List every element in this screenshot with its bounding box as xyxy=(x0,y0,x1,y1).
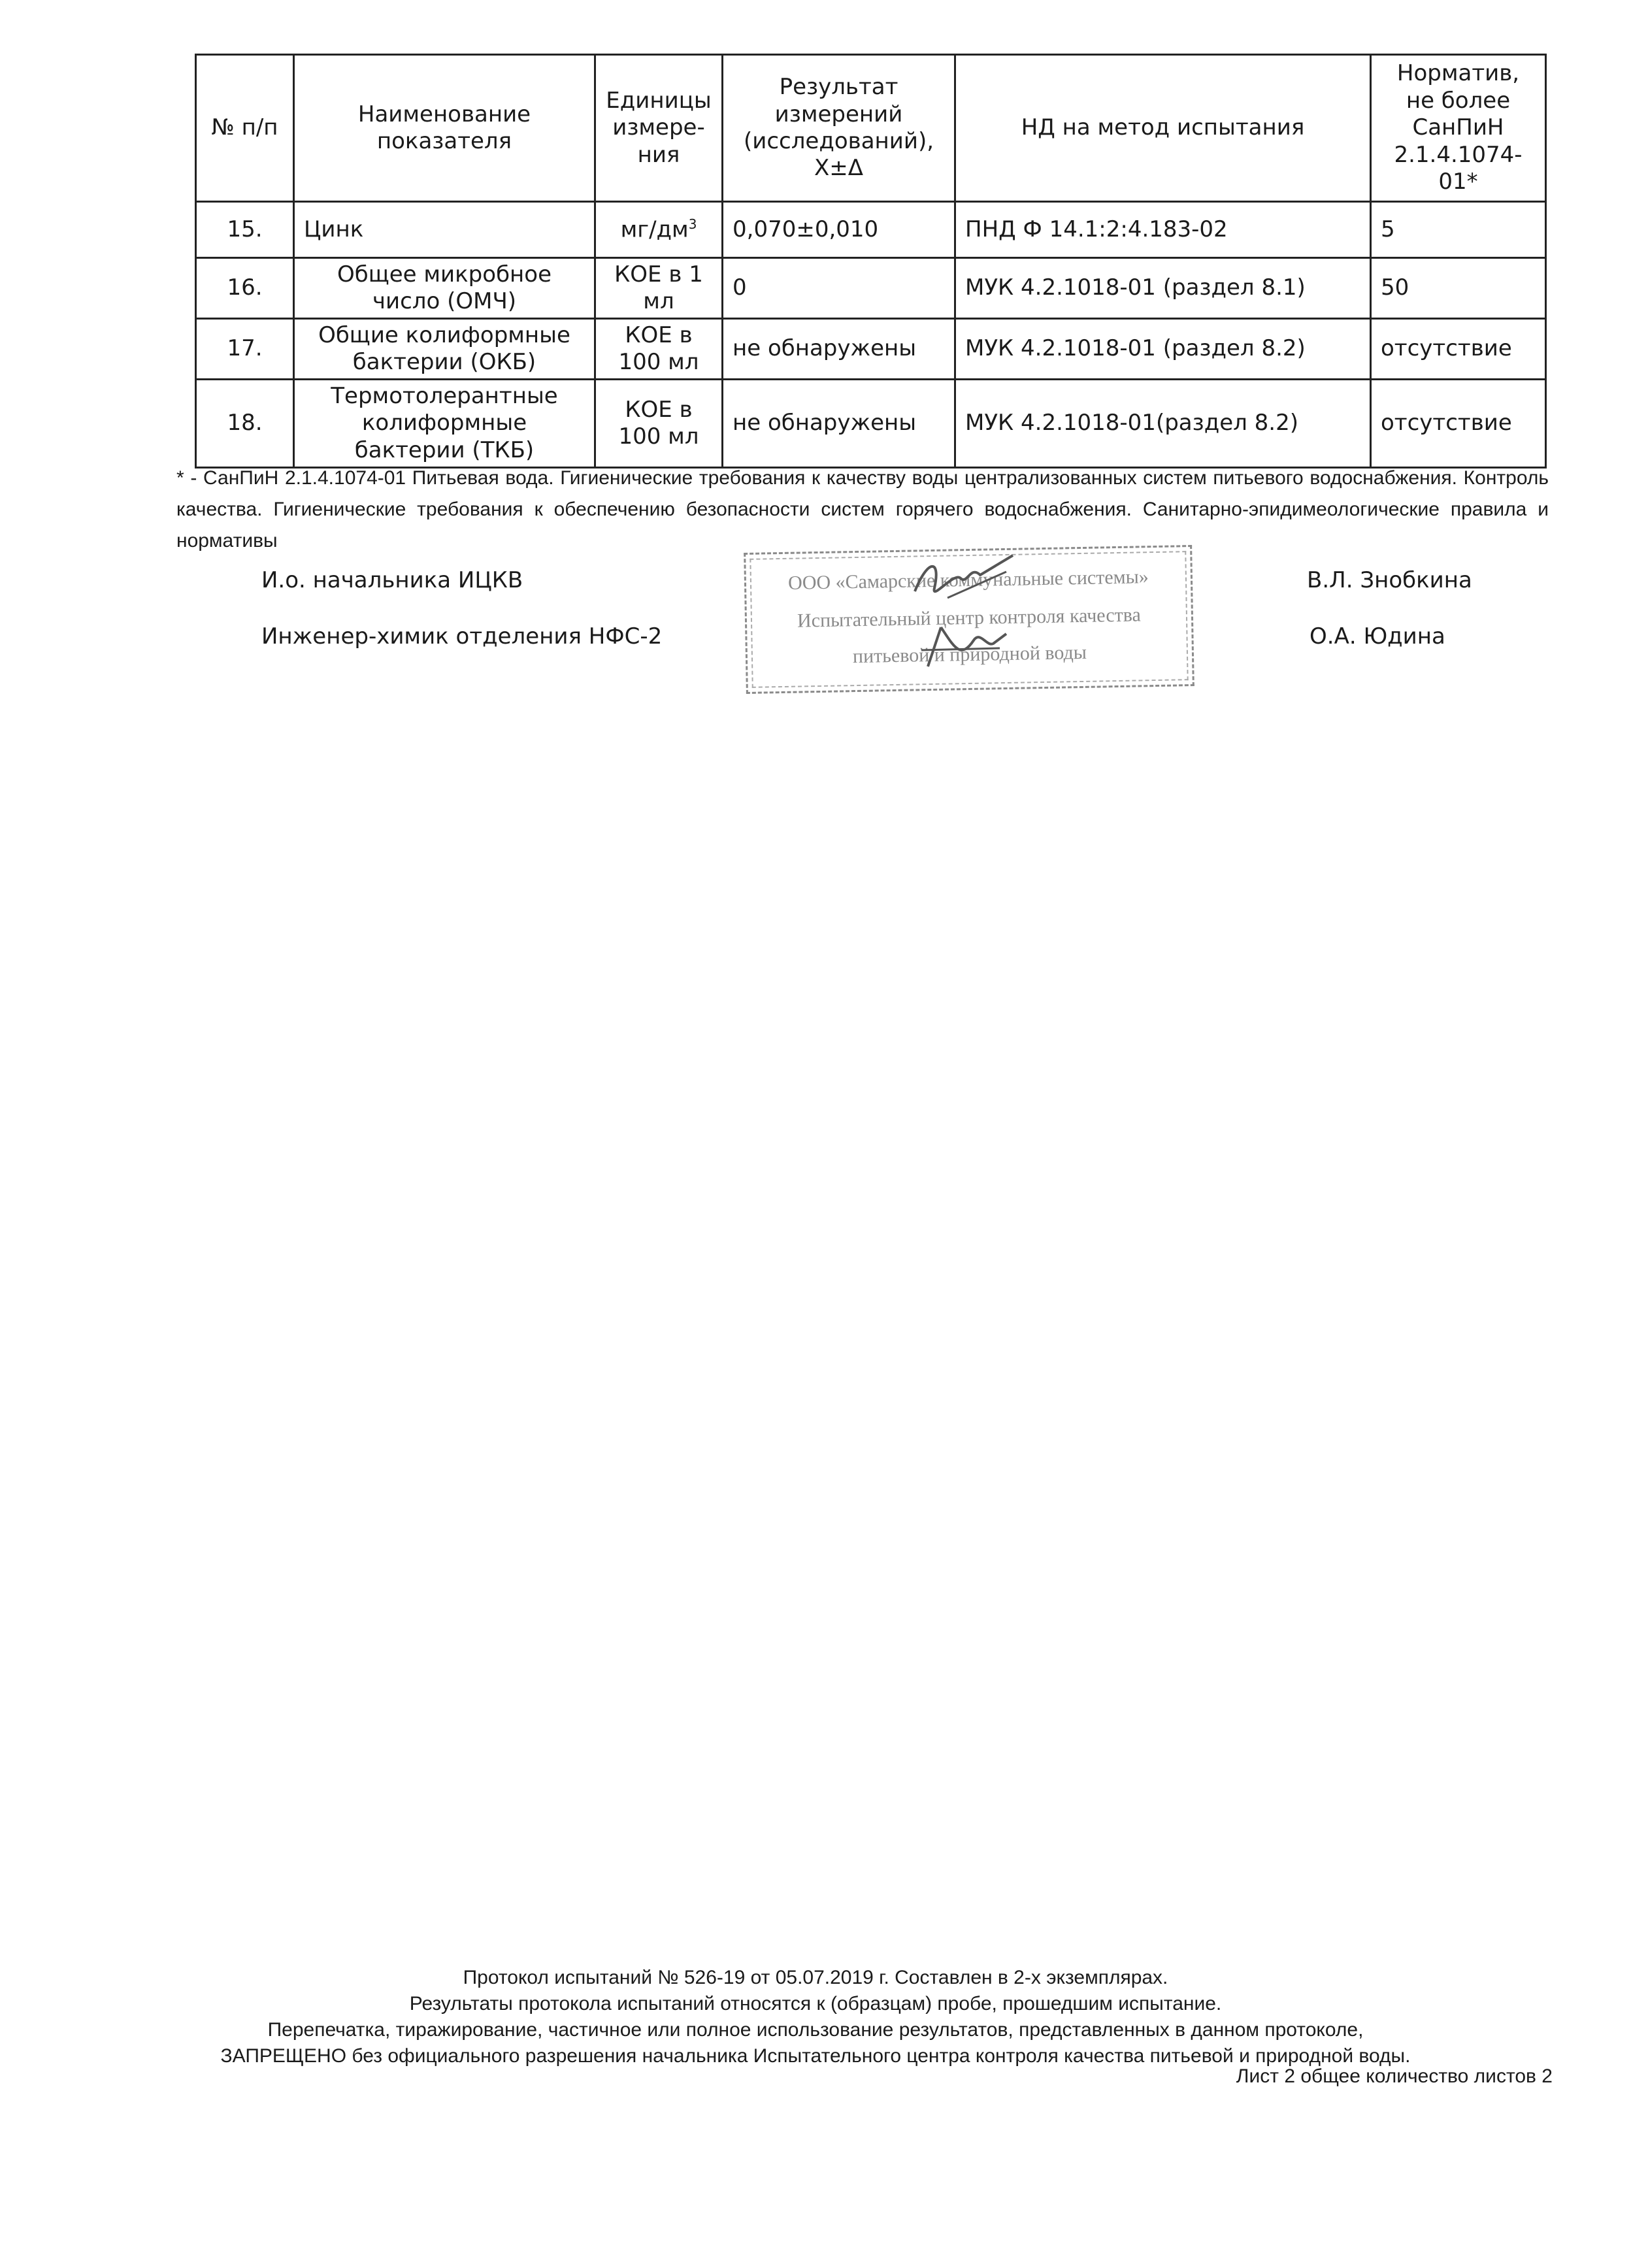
footer-prohibited-line: ЗАПРЕЩЕНО без официального разрешения начальника Испытательного центра контроля качества питьевой и природной воды. xyxy=(220,2045,1411,2067)
row-norm: 50 xyxy=(1371,258,1546,319)
table-row xyxy=(196,202,1546,258)
row-method: ПНД Ф 14.1:2:4.183-02 xyxy=(955,202,1371,258)
signatory-role-2: Инженер-химик отделения НФС-2 xyxy=(261,623,663,649)
header-unit: Единицы измере-ния xyxy=(595,55,723,202)
footer-results-line: Результаты протокола испытаний относятся к (образцам) пробе, прошедшим испытание. xyxy=(409,1993,1222,2014)
row-num: 15. xyxy=(196,202,294,258)
footer-protocol-line: Протокол испытаний № 526-19 от 05.07.2019 г. Составлен в 2-х экземплярах. xyxy=(463,1967,1168,1988)
signatory-name-1: В.Л. Знобкина xyxy=(1307,567,1472,593)
header-name: Наименование показателя xyxy=(294,55,595,202)
row-result: 0,070±0,010 xyxy=(723,202,955,258)
signatory-role-1: И.о. начальника ИЦКВ xyxy=(261,567,523,593)
footnote: * - СанПиН 2.1.4.1074-01 Питьевая вода. Гигиенические требования к качеству воды централизованных систем питьевого водоснабжения. Контроль качества. Гигиенические требования к обеспечению безопасности систем горячего водоснабжения. Санитарно-эпидимеологические правила и нормативы xyxy=(176,467,1549,551)
row-method: МУК 4.2.1018-01(раздел 8.2) xyxy=(955,380,1371,468)
stamp-line-2: Испытательный центр контроля качества xyxy=(797,604,1142,632)
row-result: 0 xyxy=(723,258,955,319)
row-unit: $мг/дм^3$ xyxy=(595,202,723,258)
row-name: Термотолерантные колиформные бактерии (ТКБ) xyxy=(294,380,595,468)
row-unit: КОЕ в 100 мл xyxy=(595,380,723,468)
table-row xyxy=(196,319,1546,380)
table-row xyxy=(196,258,1546,319)
row-unit: КОЕ в 1 мл xyxy=(595,258,723,319)
handwritten-signature-1 xyxy=(908,552,1019,611)
row-num: 18. xyxy=(196,380,294,468)
row-method: МУК 4.2.1018-01 (раздел 8.2) xyxy=(955,319,1371,380)
table-header-row xyxy=(196,55,1546,202)
footer-copyright-line: Перепечатка, тиражирование, частичное или полное использование результатов, представленных в данном протоколе, xyxy=(267,2019,1364,2041)
row-unit: КОЕ в 100 мл xyxy=(595,319,723,380)
header-norm: Норматив, не более СанПиН 2.1.4.1074-01* xyxy=(1371,55,1546,202)
handwritten-signature-2 xyxy=(915,621,1013,673)
row-name: Цинк xyxy=(294,202,595,258)
row-norm: 5 xyxy=(1371,202,1546,258)
header-num: № п/п xyxy=(196,55,294,202)
row-norm: отсутствие xyxy=(1371,319,1546,380)
results-table xyxy=(195,54,1547,468)
header-result: Результат измерений (исследований), Х±Δ xyxy=(723,55,955,202)
header-method: НД на метод испытания xyxy=(955,55,1371,202)
row-name: Общие колиформные бактерии (ОКБ) xyxy=(294,319,595,380)
page-number: Лист 2 общее количество листов 2 xyxy=(1236,2065,1553,2087)
stamp-line-3: питьевой и природной воды xyxy=(852,641,1087,668)
row-norm: отсутствие xyxy=(1371,380,1546,468)
row-num: 17. xyxy=(196,319,294,380)
row-num: 16. xyxy=(196,258,294,319)
table-row xyxy=(196,380,1546,468)
row-method: МУК 4.2.1018-01 (раздел 8.1) xyxy=(955,258,1371,319)
row-name: Общее микробное число (ОМЧ) xyxy=(294,258,595,319)
stamp-line-1: ООО «Самарские коммунальные системы» xyxy=(787,566,1149,594)
row-result: не обнаружены xyxy=(723,319,955,380)
signatory-name-2: О.А. Юдина xyxy=(1310,623,1445,649)
row-result: не обнаружены xyxy=(723,380,955,468)
unit-superscript: 3 xyxy=(688,216,697,232)
